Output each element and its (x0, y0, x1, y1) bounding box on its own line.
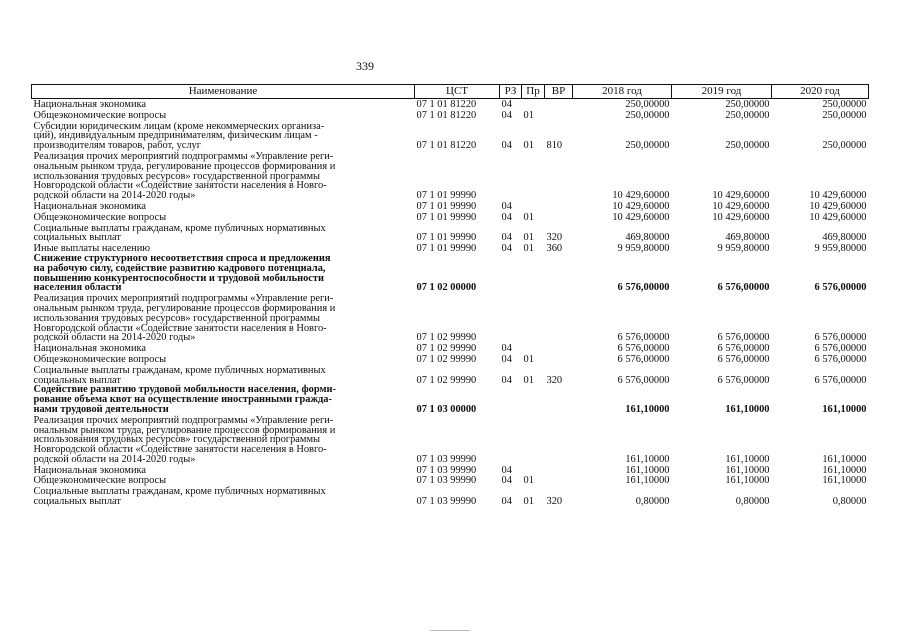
table-row (32, 151, 869, 201)
cell-pr (522, 201, 545, 212)
cell-2019: 6 576,00000 (717, 353, 770, 365)
cell-2020: 250,00000 (822, 140, 867, 152)
cell-cst: 07 1 03 99990 (416, 453, 477, 465)
cell-2018: 250,00000 (625, 109, 670, 121)
cell-2019: 0,80000 (735, 496, 770, 508)
cell-cst: 07 1 01 99990 (416, 190, 477, 202)
cell-name: Социальные выплаты гражданам, кроме публичных нормативных социальных выплат (33, 486, 326, 508)
cell-vr: 810 (546, 140, 563, 152)
cell-pr (522, 415, 545, 465)
cell-rz (500, 415, 522, 465)
cell-2018: 469,80000 (625, 232, 670, 244)
cell-rz (500, 151, 522, 201)
cell-pr: 01 (523, 211, 534, 223)
cell-name: Содействие развитию трудовой мобильности населения, форми- рование объема квот на осуществление иностранными гражда- нами трудовой деятельности (33, 384, 336, 415)
cell-2020: 9 959,80000 (814, 243, 867, 255)
cell-2019: 9 959,80000 (717, 243, 770, 255)
cell-rz: 04 (501, 496, 512, 508)
cell-cst: 07 1 03 99990 (416, 496, 477, 508)
table-row (32, 212, 869, 223)
cell-pr (522, 385, 545, 414)
cell-cst: 07 1 03 99990 (416, 464, 477, 476)
table-row (32, 223, 869, 244)
cell-rz (500, 254, 522, 293)
cell-name: Реализация прочих мероприятий подпрограммы «Управление реги- ональным рынком труда, регулирование процессов формирования и использования трудовых ресурсов» государственной программы Новгородской области «Содействие занятости населения в Новго- родской области на 2014-2020 годы» (33, 293, 336, 344)
cell-2018: 6 576,00000 (617, 282, 670, 294)
cell-cst: 07 1 03 99990 (416, 475, 477, 487)
cell-2018: 10 429,60000 (612, 190, 670, 202)
cell-rz (500, 293, 522, 343)
cell-2018: 6 576,00000 (617, 374, 670, 386)
table-header-row (32, 85, 869, 99)
table-row (32, 201, 869, 212)
cell-cst: 07 1 01 81220 (416, 140, 477, 152)
table-row (32, 343, 869, 354)
cell-cst: 07 1 01 99990 (416, 200, 477, 212)
cell-rz (500, 385, 522, 414)
cell-cst: 07 1 01 99990 (416, 211, 477, 223)
cell-cst: 07 1 01 99990 (416, 232, 477, 244)
cell-cst: 07 1 01 81220 (416, 99, 477, 110)
cell-2018: 10 429,60000 (612, 211, 670, 223)
cell-vr (545, 254, 573, 293)
cell-vr (545, 415, 573, 465)
table-row (32, 121, 869, 151)
cell-2018: 161,10000 (625, 453, 670, 465)
cell-2018: 6 576,00000 (617, 353, 670, 365)
column-header-name: Наименование (32, 85, 415, 99)
cell-rz: 04 (501, 374, 512, 386)
column-header-2019: 2019 год (672, 85, 772, 99)
column-header-2018: 2018 год (573, 85, 672, 99)
cell-2018: 161,10000 (625, 403, 670, 415)
cell-name: Снижение структурного несоответствия спроса и предложения на рабочую силу, содействие развитию кадрового потенциала, повышению конкурентоспособности и трудовой мобильности населения области (33, 252, 331, 294)
table-row (32, 415, 869, 465)
cell-name: Общеэкономические вопросы (33, 109, 167, 121)
cell-rz: 04 (501, 464, 512, 476)
cell-rz: 04 (501, 140, 512, 152)
cell-2019: 6 576,00000 (717, 374, 770, 386)
budget-table (31, 84, 869, 507)
cell-rz: 04 (501, 211, 512, 223)
cell-vr (545, 465, 573, 476)
cell-2019: 6 576,00000 (717, 282, 770, 294)
table-row (32, 486, 869, 507)
cell-pr (522, 151, 545, 201)
cell-name: Национальная экономика (33, 343, 147, 355)
table-row (32, 110, 869, 121)
cell-2019: 10 429,60000 (712, 200, 770, 212)
cell-rz: 04 (501, 200, 512, 212)
cell-pr (522, 343, 545, 354)
cell-2018: 6 576,00000 (617, 343, 670, 355)
cell-2018: 250,00000 (625, 140, 670, 152)
cell-2020: 6 576,00000 (814, 282, 867, 294)
cell-pr: 01 (523, 232, 534, 244)
cell-2020: 10 429,60000 (809, 211, 867, 223)
cell-cst: 07 1 02 99990 (416, 343, 477, 355)
table-body (32, 99, 869, 507)
cell-name: Национальная экономика (33, 464, 147, 476)
cell-pr: 01 (523, 243, 534, 255)
table-row (32, 293, 869, 343)
cell-name: Общеэкономические вопросы (33, 475, 167, 487)
cell-cst: 07 1 02 99990 (416, 332, 477, 344)
cell-cst: 07 1 03 00000 (416, 403, 477, 415)
cell-2019: 161,10000 (725, 403, 770, 415)
cell-cst: 07 1 02 99990 (416, 374, 477, 386)
column-header-cst: ЦСТ (415, 85, 500, 99)
cell-2020: 161,10000 (822, 475, 867, 487)
cell-2018: 10 429,60000 (612, 200, 670, 212)
cell-vr (545, 151, 573, 201)
cell-rz: 04 (501, 475, 512, 487)
cell-pr (522, 465, 545, 476)
cell-2019: 161,10000 (725, 464, 770, 476)
table-row (32, 99, 869, 110)
cell-2020: 469,80000 (822, 232, 867, 244)
cell-2019: 469,80000 (725, 232, 770, 244)
cell-cst: 07 1 01 99990 (416, 243, 477, 255)
cell-vr (545, 475, 573, 486)
page-footer-mark (430, 630, 470, 631)
cell-2019: 250,00000 (725, 109, 770, 121)
column-header-rz: РЗ (500, 85, 522, 99)
table-row (32, 385, 869, 414)
cell-2018: 6 576,00000 (617, 332, 670, 344)
cell-name: Реализация прочих мероприятий подпрограммы «Управление реги- ональным рынком труда, регулирование процессов формирования и использования трудовых ресурсов» государственной программы Новгородской области «Содействие занятости населения в Новго- родской области на 2014-2020 годы» (33, 150, 336, 202)
cell-vr (545, 99, 573, 110)
cell-vr (545, 385, 573, 414)
cell-pr (522, 293, 545, 343)
table-row (32, 254, 869, 293)
cell-vr: 320 (546, 374, 563, 386)
cell-name: Социальные выплаты гражданам, кроме публичных нормативных социальных выплат (33, 222, 326, 244)
cell-2019: 161,10000 (725, 475, 770, 487)
cell-2020: 161,10000 (822, 453, 867, 465)
cell-2018: 0,80000 (635, 496, 670, 508)
cell-vr (545, 201, 573, 212)
cell-2019: 6 576,00000 (717, 332, 770, 344)
cell-rz: 04 (501, 109, 512, 121)
cell-2018: 250,00000 (625, 99, 670, 110)
cell-vr: 320 (546, 232, 563, 244)
table-row (32, 354, 869, 365)
cell-vr: 360 (546, 243, 563, 255)
cell-vr (545, 343, 573, 354)
cell-rz: 04 (501, 353, 512, 365)
column-header-2020: 2020 год (772, 85, 869, 99)
cell-cst: 07 1 01 81220 (416, 109, 477, 121)
cell-2018: 161,10000 (625, 464, 670, 476)
cell-2020: 6 576,00000 (814, 353, 867, 365)
cell-pr (522, 99, 545, 110)
cell-pr (522, 254, 545, 293)
cell-2019: 10 429,60000 (712, 211, 770, 223)
table-row (32, 365, 869, 386)
page-number: 339 (356, 59, 374, 73)
cell-vr (545, 212, 573, 223)
cell-2020: 250,00000 (822, 109, 867, 121)
cell-2020: 6 576,00000 (814, 343, 867, 355)
cell-2020: 161,10000 (822, 464, 867, 476)
table-row (32, 475, 869, 486)
cell-vr: 320 (546, 496, 563, 508)
cell-2018: 9 959,80000 (617, 243, 670, 255)
cell-rz: 04 (501, 99, 512, 110)
cell-pr: 01 (523, 496, 534, 508)
cell-2019: 10 429,60000 (712, 190, 770, 202)
cell-cst: 07 1 02 00000 (416, 282, 477, 294)
cell-pr: 01 (523, 374, 534, 386)
cell-name: Общеэкономические вопросы (33, 211, 167, 223)
cell-name: Национальная экономика (33, 99, 147, 110)
cell-name: Национальная экономика (33, 200, 147, 212)
cell-2020: 250,00000 (822, 99, 867, 110)
cell-pr: 01 (523, 475, 534, 487)
cell-name: Общеэкономические вопросы (33, 353, 167, 365)
cell-rz: 04 (501, 243, 512, 255)
cell-rz: 04 (501, 343, 512, 355)
cell-2019: 6 576,00000 (717, 343, 770, 355)
cell-pr: 01 (523, 109, 534, 121)
cell-2020: 10 429,60000 (809, 190, 867, 202)
column-header-pr: Пр (522, 85, 545, 99)
cell-2020: 6 576,00000 (814, 374, 867, 386)
cell-pr: 01 (523, 140, 534, 152)
cell-cst: 07 1 02 99990 (416, 353, 477, 365)
cell-2018: 161,10000 (625, 475, 670, 487)
cell-name: Реализация прочих мероприятий подпрограммы «Управление реги- ональным рынком труда, регулирование процессов формирования и использования трудовых ресурсов» государственной программы Новгородской области «Содействие занятости населения в Новго- родской области на 2014-2020 годы» (33, 414, 336, 465)
cell-name: Иные выплаты населению (33, 243, 151, 255)
cell-2019: 250,00000 (725, 99, 770, 110)
cell-vr (545, 110, 573, 121)
cell-2020: 10 429,60000 (809, 200, 867, 212)
table-row (32, 465, 869, 476)
cell-vr (545, 293, 573, 343)
cell-2020: 0,80000 (832, 496, 867, 508)
cell-vr (545, 354, 573, 365)
cell-pr: 01 (523, 353, 534, 365)
cell-2020: 161,10000 (822, 403, 867, 415)
cell-2019: 161,10000 (725, 453, 770, 465)
cell-2019: 250,00000 (725, 140, 770, 152)
cell-rz: 04 (501, 232, 512, 244)
column-header-vr: ВР (545, 85, 573, 99)
cell-name: Социальные выплаты гражданам, кроме публичных нормативных социальных выплат (33, 364, 326, 386)
cell-name: Субсидии юридическим лицам (кроме некоммерческих организа- ций), индивидуальным предпринимателям, физическим лицам - производителям товаров, работ, услуг (33, 120, 325, 152)
cell-2020: 6 576,00000 (814, 332, 867, 344)
